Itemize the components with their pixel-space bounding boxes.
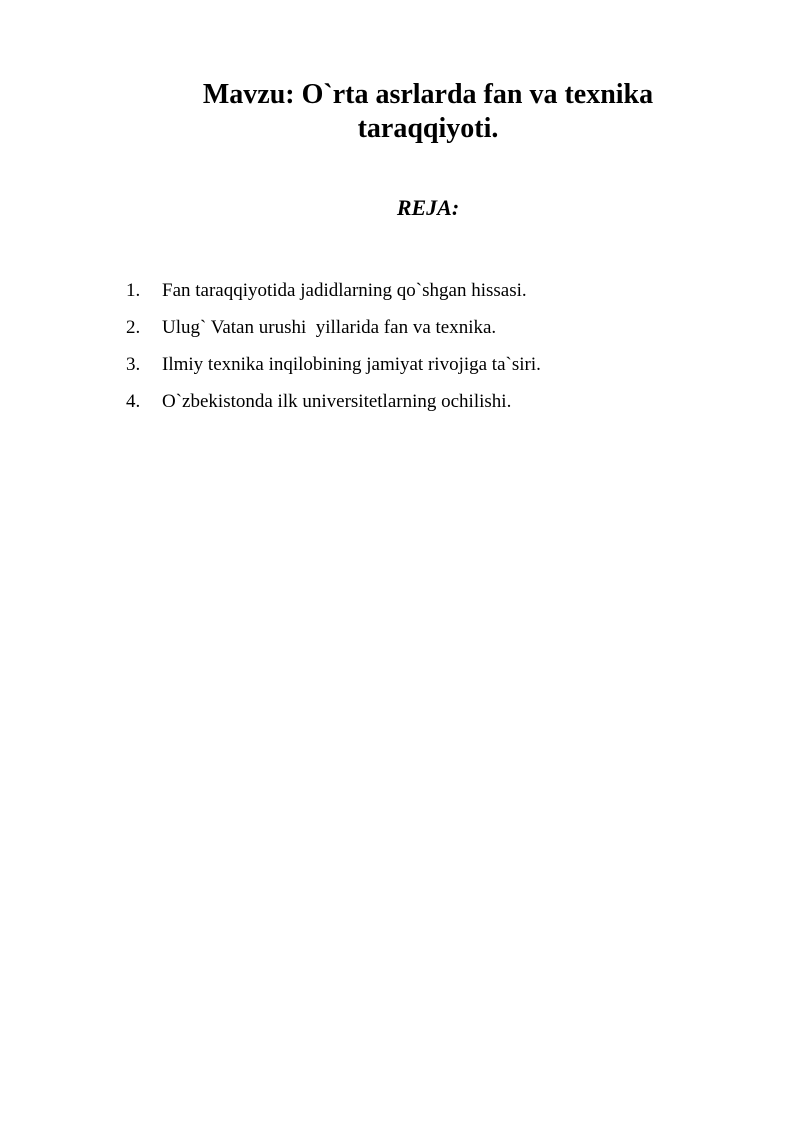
plan-item <box>126 353 726 390</box>
plan-item <box>126 316 726 353</box>
plan-item-number: 2. <box>126 317 141 338</box>
plan-item-number: 1. <box>126 280 141 301</box>
plan-item-number: 4. <box>126 391 141 412</box>
plan-item-text: Ulug` Vatan urushi yillarida fan va texnika. <box>162 317 497 338</box>
plan-item <box>126 279 726 316</box>
plan-heading: REJA: <box>396 195 460 220</box>
plan-item <box>126 390 726 427</box>
plan-list <box>126 279 726 427</box>
plan-item-text: Ilmiy texnika inqilobining jamiyat rivojiga ta`siri. <box>162 354 541 375</box>
document-title: Mavzu: O`rta asrlarda fan va texnika taraqqiyoti. <box>202 79 654 144</box>
plan-item-number: 3. <box>126 354 141 375</box>
plan-item-text: Fan taraqqiyotida jadidlarning qo`shgan hissasi. <box>162 280 527 301</box>
plan-item-text: O`zbekistonda ilk universitetlarning ochilishi. <box>162 391 512 412</box>
